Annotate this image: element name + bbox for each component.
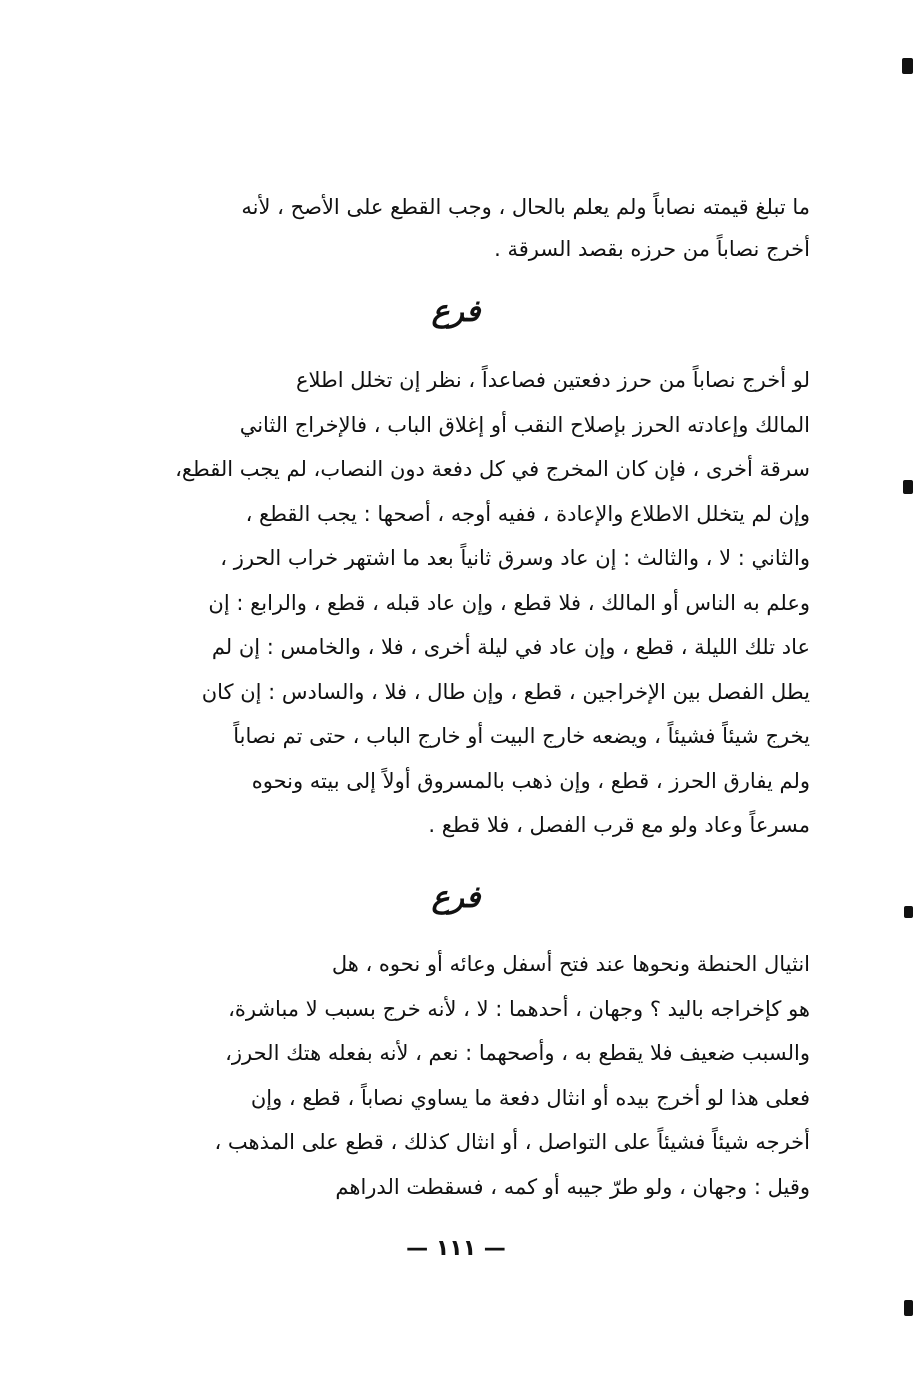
text-line: هو كإخراجه باليد ؟ وجهان ، أحدهما : لا ، لأنه خرج بسبب لا مباشرة،: [228, 996, 810, 1021]
text-line: لو أخرج نصاباً من حرز دفعتين فصاعداً ، نظر إن تخلل اطلاع: [295, 368, 810, 392]
text-line: أخرج نصاباً من حرزه بقصد السرقة .: [494, 237, 810, 261]
text-line: وقيل : وجهان ، ولو طرّ جيبه أو كمه ، فسقطت الدراهم: [335, 1174, 810, 1199]
paragraph-second-branch: [150, 942, 810, 1209]
text-line: عاد تلك الليلة ، قطع ، وإن عاد في ليلة أخرى ، فلا ، والخامس : إن لم: [211, 635, 810, 659]
text-line: أخرجه شيئاً فشيئاً على التواصل ، أو انثال كذلك ، قطع على المذهب ،: [214, 1130, 810, 1154]
text-line: انثيال الحنطة ونحوها عند فتح أسفل وعائه أو نحوه ، هل: [331, 952, 810, 976]
scan-edge-mark-lower: [904, 906, 913, 918]
text-line: مسرعاً وعاد ولو مع قرب الفصل ، فلا قطع .: [428, 813, 810, 837]
paragraph-continuation: [150, 186, 810, 270]
text-line: المالك وإعادته الحرز بإصلاح النقب أو إغلاق الباب ، فالإخراج الثاني: [239, 412, 810, 437]
scan-edge-mark-middle: [903, 480, 913, 494]
page-number: — ١١١ —: [406, 1236, 506, 1261]
text-line: ولم يفارق الحرز ، قطع ، وإن ذهب بالمسروق أولاً إلى بيته ونحوه: [251, 768, 810, 793]
scan-edge-mark-bottom: [904, 1300, 913, 1316]
text-line: والسبب ضعيف فلا يقطع به ، وأصحهما : نعم ، لأنه بفعله هتك الحرز،: [225, 1041, 810, 1065]
section-heading: فرع: [431, 880, 481, 915]
text-line: يطل الفصل بين الإخراجين ، قطع ، وإن طال ، فلا ، والسادس : إن كان: [201, 679, 810, 704]
scan-edge-mark-top: [902, 58, 913, 74]
text-line: وإن لم يتخلل الاطلاع والإعادة ، ففيه أوجه ، أصحها : يجب القطع ،: [245, 501, 810, 526]
text-line: يخرج شيئاً فشيئاً ، ويضعه خارج البيت أو خارج الباب ، حتى تم نصاباً: [233, 724, 810, 748]
text-line: فعلى هذا لو أخرج بيده أو انثال دفعة ما يساوي نصاباً ، قطع ، وإن: [250, 1085, 810, 1110]
text-line: سرقة أخرى ، فإن كان المخرج في كل دفعة دون النصاب، لم يجب القطع،: [175, 457, 810, 481]
paragraph-first-branch: [150, 358, 810, 848]
section-heading: فرع: [431, 294, 481, 329]
text-line: وعلم به الناس أو المالك ، فلا قطع ، وإن عاد قبله ، قطع ، والرابع : إن: [208, 590, 810, 615]
text-line: والثاني : لا ، والثالث : إن عاد وسرق ثانياً بعد ما اشتهر خراب الحرز ،: [220, 546, 810, 570]
text-line: ما تبلغ قيمته نصاباً ولم يعلم بالحال ، وجب القطع على الأصح ، لأنه: [241, 195, 810, 219]
